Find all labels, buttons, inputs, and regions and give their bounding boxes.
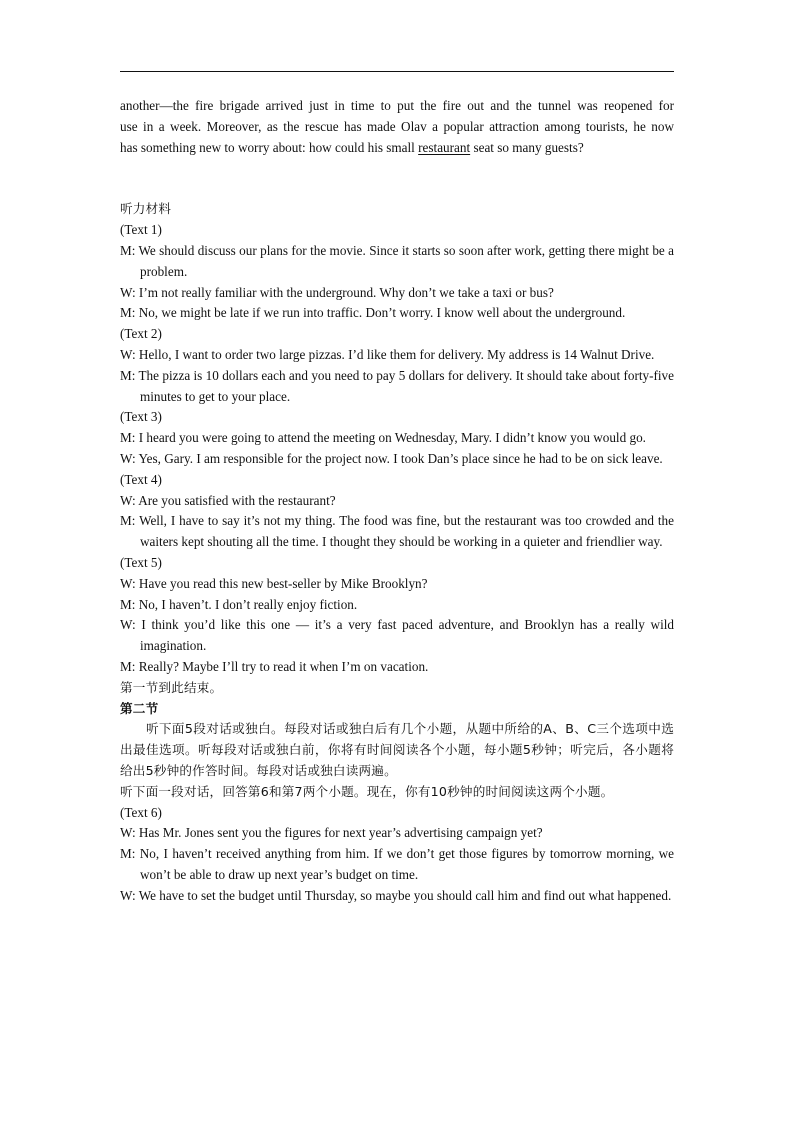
speaker: M:: [120, 658, 139, 674]
section-title: 听力材料: [120, 201, 172, 217]
dialogue-line: [120, 844, 674, 886]
utterance: Really? Maybe I’ll try to read it when I’m on vacation.: [138, 658, 429, 674]
utterance: I think you’d like this one — it’s a very fast paced adventure, and Brooklyn has a really wild imagination.: [140, 617, 674, 654]
speaker: M:: [120, 242, 139, 258]
intro-line-1: another—the fire brigade arrived just in time to put the fire out and the tunnel was reopened for: [120, 98, 674, 113]
speaker: W:: [120, 575, 139, 591]
speaker: M:: [120, 430, 139, 446]
speaker: M:: [120, 846, 140, 862]
utterance: We have to set the budget until Thursday, so maybe you should call him and find out what happened.: [138, 887, 672, 903]
utterance: Have you read this new best-seller by Mike Brooklyn?: [138, 575, 428, 591]
speaker: W:: [120, 887, 139, 903]
section2-prompt: 听下面一段对话，回答第6和第7两个小题。现在，你有10秒钟的时间阅读这两个小题。: [120, 783, 614, 799]
intro-text-after: seat so many guests?: [470, 139, 584, 155]
dialogue-line: [120, 615, 674, 657]
text-label: (Text 1): [120, 222, 162, 238]
utterance: Yes, Gary. I am responsible for the project now. I took Dan’s place since he had to be on sick leave.: [138, 450, 663, 466]
utterance: Hello, I want to order two large pizzas. I’d like them for delivery. My address is 14 Walnut Drive.: [138, 346, 655, 362]
section-gap: [120, 158, 674, 199]
dialogue-line: [120, 241, 674, 283]
section2-title: 第二节: [120, 700, 159, 716]
utterance: Are you satisfied with the restaurant?: [138, 492, 336, 508]
dialogue-line: [120, 491, 674, 512]
speaker: M:: [120, 367, 139, 383]
speaker: M:: [120, 513, 140, 529]
dialogue-line: [120, 574, 674, 595]
speaker: W:: [120, 450, 139, 466]
speaker: W:: [120, 617, 142, 633]
dialogue-line: [120, 511, 674, 553]
dialogue-line: [120, 657, 674, 678]
text-label: (Text 2): [120, 326, 162, 342]
document-body: [120, 96, 674, 906]
text-label: (Text 5): [120, 554, 162, 570]
utterance: The pizza is 10 dollars each and you need to pay 5 dollars for delivery. It should take about forty-five minutes to get to your place.: [138, 367, 674, 404]
dialogue-line: [120, 428, 674, 449]
dialogue-line: [120, 366, 674, 408]
text-label: (Text 3): [120, 409, 162, 425]
intro-line-3: [120, 138, 674, 159]
speaker: W:: [120, 284, 139, 300]
speaker: W:: [120, 492, 139, 508]
intro-line-2: use in a week. Moreover, as the rescue has made Olav a popular attraction among tourists, he now: [120, 118, 674, 134]
underlined-word: restaurant: [418, 139, 471, 155]
utterance: Has Mr. Jones sent you the figures for next year’s advertising campaign yet?: [138, 825, 543, 841]
speaker: W:: [120, 346, 139, 362]
utterance: No, I haven’t. I don’t really enjoy fiction.: [138, 596, 358, 612]
speaker: W:: [120, 825, 139, 841]
utterance: Well, I have to say it’s not my thing. The food was fine, but the restaurant was too crowded and the waiters kept shouting all the time. I thought they should be working in a quieter and friendlier way.: [139, 513, 674, 550]
dialogue-line: [120, 595, 674, 616]
text-label: (Text 4): [120, 471, 162, 487]
intro-text-before: has something new to worry about: how could his small: [120, 139, 419, 155]
utterance: We should discuss our plans for the movie. Since it starts so soon after work, getting there might be a problem.: [138, 242, 674, 279]
dialogue-line: [120, 886, 674, 907]
dialogue-line: [120, 823, 674, 844]
dialogue-line: [120, 303, 674, 324]
dialogue-line: [120, 449, 674, 470]
speaker: M:: [120, 596, 139, 612]
section-end-note: 第一节到此结束。: [120, 679, 223, 695]
utterance: No, I haven’t received anything from him. If we don’t get those figures by tomorrow morning, we won’t be able to draw up next year’s budget on time.: [139, 846, 674, 882]
section2-instructions: 听下面5段对话或独白。每段对话或独白后有几个小题，从题中所给的A、B、C三个选项中选出最佳选项。听每段对话或独白前，你将有时间阅读各个小题，每小题5秒钟；听完后，各小题将给出5秒钟的作答时间。每段对话或独白读两遍。: [120, 721, 674, 778]
text-label: (Text 6): [120, 804, 162, 820]
utterance: I’m not really familiar with the underground. Why don’t we take a taxi or bus?: [138, 284, 554, 300]
utterance: I heard you were going to attend the meeting on Wednesday, Mary. I didn’t know you would go.: [138, 430, 646, 446]
utterance: No, we might be late if we run into traffic. Don’t worry. I know well about the underground.: [138, 305, 626, 321]
dialogue-line: [120, 345, 674, 366]
header-rule: [120, 71, 674, 72]
dialogue-line: [120, 283, 674, 304]
speaker: M:: [120, 305, 139, 321]
